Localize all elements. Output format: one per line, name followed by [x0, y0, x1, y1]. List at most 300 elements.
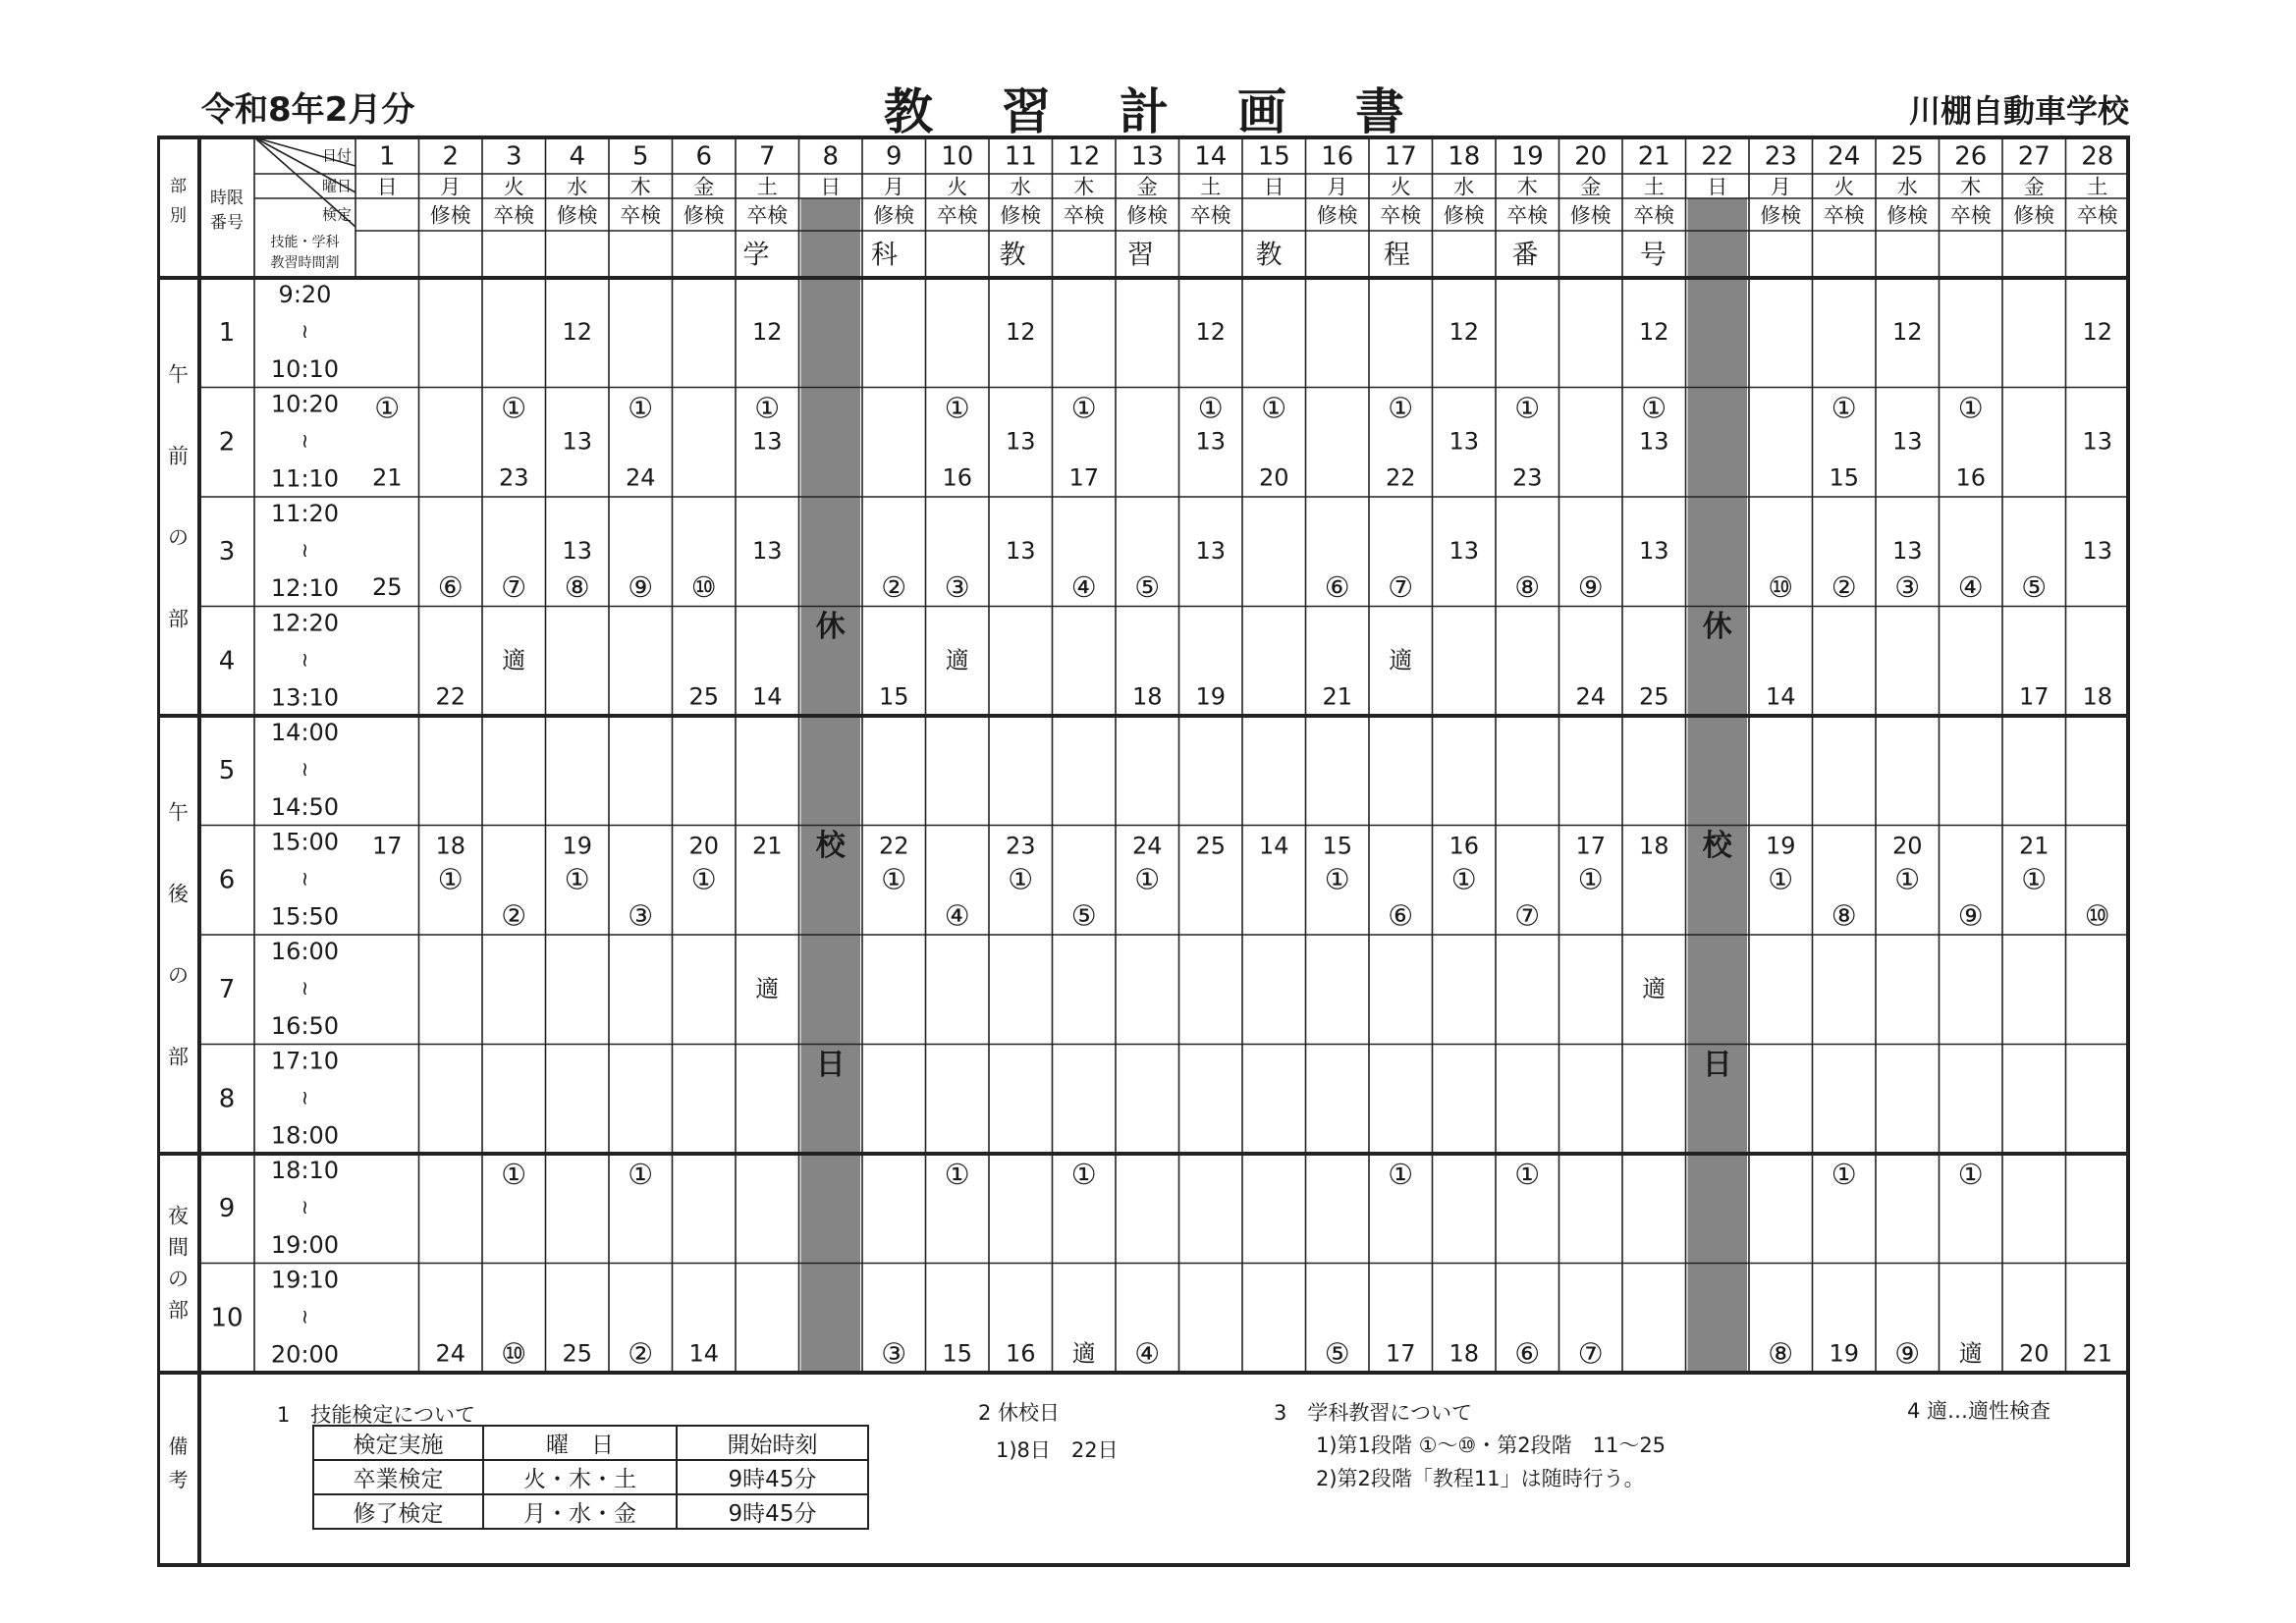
lesson-entry: 12 [1195, 318, 1227, 346]
day-number: 9 [885, 141, 902, 172]
period-end-time: 19:00 [270, 1231, 340, 1259]
day-of-week: 土 [756, 175, 778, 199]
school-name: 川棚自動車学校 [1908, 92, 2129, 130]
lesson-entry: 20 [688, 832, 720, 860]
kentei-row2-days: 月・水・金 [483, 1494, 677, 1529]
lesson-entry: 25 [371, 573, 403, 601]
period-tilde: ≀ [301, 1304, 309, 1328]
lesson-entry: 15 [878, 682, 909, 711]
banner-char: 科 [871, 240, 898, 271]
day-number: 18 [1448, 141, 1481, 172]
lesson-entry: ① [1514, 1158, 1541, 1191]
lesson-entry: ⑩ [2084, 898, 2110, 933]
remark-gakka-line1: 1)第1段階 ①～⑩・第2段階 11～25 [1316, 1434, 1667, 1457]
lesson-entry: ⑩ [1768, 570, 1794, 604]
lesson-entry: ① [690, 862, 717, 896]
period-start-time: 14:00 [270, 719, 340, 746]
period-start-time: 15:00 [270, 828, 340, 856]
corner-date-label: 日付 [321, 146, 352, 165]
lesson-entry: ① [944, 1158, 970, 1191]
lesson-entry: 13 [1449, 537, 1480, 565]
lesson-entry: 13 [751, 537, 783, 565]
lesson-entry: 14 [1258, 832, 1289, 860]
kentei-type: 卒検 [1380, 203, 1422, 228]
period-number: 7 [218, 974, 236, 1004]
lesson-entry: 20 [1891, 832, 1923, 860]
lesson-entry: ① [1894, 862, 1921, 896]
lesson-entry: 25 [1195, 832, 1227, 860]
col-num-label: 番号 [210, 213, 244, 233]
lesson-entry: 18 [1638, 832, 1669, 860]
period-start-time: 18:10 [270, 1157, 340, 1184]
lesson-entry: 21 [2018, 832, 2050, 860]
day-of-week: 土 [1200, 175, 1222, 199]
day-of-week: 木 [1073, 175, 1095, 199]
lesson-entry: 22 [878, 832, 909, 860]
holiday-char: 休 [1702, 610, 1732, 644]
day-number: 17 [1384, 141, 1417, 172]
period-start-time: 11:20 [270, 500, 340, 527]
corner-kentei-label: 検定 [321, 205, 352, 224]
lesson-entry: ① [1768, 862, 1794, 896]
banner-char: 学 [742, 240, 770, 271]
section-label: 部 [168, 1045, 189, 1069]
col-bubetsu-label: 別 [170, 206, 187, 226]
day-number: 3 [505, 141, 522, 172]
lesson-entry: 25 [688, 682, 720, 711]
lesson-entry: 25 [1638, 682, 1669, 711]
lesson-entry: ⑨ [1894, 1336, 1921, 1371]
lesson-entry: ⑧ [564, 570, 590, 604]
day-of-week: 火 [947, 175, 968, 199]
lesson-entry: 13 [1005, 537, 1036, 565]
section-label: 後 [168, 882, 189, 906]
holiday-char: 日 [815, 1048, 846, 1082]
day-number: 12 [1067, 141, 1101, 172]
lesson-entry: 19 [1765, 832, 1796, 860]
kentei-type: 卒検 [620, 203, 662, 228]
lesson-entry: 21 [2082, 1339, 2113, 1368]
period-end-time: 12:10 [270, 574, 340, 602]
lesson-entry: 22 [1385, 463, 1416, 492]
day-of-week: 木 [1516, 175, 1538, 199]
lesson-entry: 13 [1891, 537, 1923, 565]
lesson-entry: ⑥ [437, 570, 464, 604]
lesson-entry: 16 [1005, 1339, 1036, 1368]
lesson-entry: ⑩ [501, 1336, 527, 1371]
lesson-entry: ① [1261, 391, 1287, 425]
period-end-time: 10:10 [270, 355, 340, 383]
remark-gakka-line2: 2)第2段階「教程11」は随時行う。 [1316, 1467, 1645, 1490]
lesson-entry: ② [628, 1336, 654, 1371]
lesson-entry: ⑥ [1388, 898, 1414, 933]
period-tilde: ≀ [301, 866, 309, 891]
lesson-entry: 15 [942, 1339, 973, 1368]
lesson-entry: 適 [945, 646, 969, 675]
period-number: 1 [218, 317, 236, 348]
kentei-type: 修検 [683, 203, 725, 228]
lesson-entry: ⑦ [1514, 898, 1541, 933]
corner-slot-label: 教習時間割 [270, 255, 340, 271]
kentei-type: 卒検 [1189, 203, 1231, 228]
lesson-entry: ⑥ [1324, 570, 1350, 604]
remark-holiday-line: 1)8日 22日 [996, 1438, 1119, 1462]
lesson-entry: 24 [1575, 682, 1607, 711]
period-number: 6 [218, 865, 236, 895]
day-of-week: 金 [1136, 175, 1158, 199]
kentei-type: 修検 [1316, 203, 1358, 228]
day-number: 15 [1257, 141, 1290, 172]
lesson-entry: 13 [2082, 537, 2113, 565]
day-number: 16 [1321, 141, 1354, 172]
lesson-entry: 25 [562, 1339, 593, 1368]
kentei-row1-time: 9時45分 [677, 1460, 868, 1494]
lesson-entry: 24 [1131, 832, 1163, 860]
lesson-entry: 17 [2018, 682, 2050, 711]
section-label: 部 [168, 1298, 189, 1323]
lesson-entry: ⑧ [1831, 898, 1857, 933]
lesson-entry: 14 [1765, 682, 1796, 711]
day-number: 19 [1510, 141, 1544, 172]
kentei-type: 修検 [1569, 203, 1612, 228]
lesson-entry: 12 [1005, 318, 1036, 346]
section-label: 午 [168, 362, 189, 387]
day-of-week: 水 [1453, 175, 1475, 199]
lesson-entry: 16 [1449, 832, 1480, 860]
day-of-week: 土 [2087, 175, 2108, 199]
lesson-entry: ④ [1957, 570, 1984, 604]
holiday-column [1688, 198, 1748, 1373]
period-start-time: 17:10 [270, 1047, 340, 1075]
lesson-entry: 13 [751, 427, 783, 456]
lesson-entry: 19 [1829, 1339, 1860, 1368]
day-of-week: 日 [1263, 175, 1285, 199]
kentei-type: 卒検 [2076, 203, 2118, 228]
lesson-entry: ① [944, 391, 970, 425]
day-of-week: 水 [1896, 175, 1918, 199]
section-label: 間 [168, 1235, 189, 1260]
lesson-entry: ① [1388, 1158, 1414, 1191]
lesson-entry: ⑤ [1134, 570, 1161, 604]
lesson-entry: 13 [562, 427, 593, 456]
day-number: 6 [695, 141, 713, 172]
lesson-entry: ③ [1894, 570, 1921, 604]
lesson-entry: 21 [371, 463, 403, 492]
kentei-type: 卒検 [1633, 203, 1675, 228]
kentei-type: 修検 [556, 203, 598, 228]
lesson-entry: 適 [1642, 975, 1667, 1002]
remark-tekisei: 4 適…適性検査 [1907, 1399, 2051, 1423]
period-end-time: 13:10 [270, 683, 340, 712]
section-label: 前 [168, 444, 189, 468]
lesson-entry: 15 [1829, 463, 1860, 492]
lesson-entry: 13 [562, 537, 593, 565]
lesson-entry: 18 [2082, 682, 2113, 711]
day-number: 5 [631, 141, 649, 172]
kentei-type: 修検 [1443, 203, 1485, 228]
day-of-week: 金 [693, 175, 715, 199]
lesson-entry: 14 [751, 682, 783, 711]
lesson-entry: ① [1388, 391, 1414, 425]
kentei-type: 修検 [1760, 203, 1802, 228]
day-of-week: 金 [2023, 175, 2045, 199]
kentei-type: 修検 [1000, 203, 1042, 228]
kentei-type: 修検 [2013, 203, 2055, 228]
lesson-entry: ④ [944, 898, 970, 933]
kentei-type: 修検 [873, 203, 915, 228]
lesson-entry: 23 [498, 463, 529, 492]
day-number: 8 [822, 141, 840, 172]
section-label: の [168, 525, 189, 550]
remark-kentei-title: 1 技能検定について [277, 1403, 475, 1427]
period-number: 10 [210, 1303, 244, 1333]
day-number: 1 [378, 141, 396, 172]
day-of-week: 火 [1390, 175, 1411, 199]
lesson-entry: ① [1070, 391, 1097, 425]
lesson-entry: ⑧ [1768, 1336, 1794, 1371]
day-of-week: 金 [1580, 175, 1602, 199]
holiday-char: 日 [1702, 1048, 1732, 1082]
lesson-entry: ① [564, 862, 590, 896]
lesson-entry: 12 [562, 318, 593, 346]
lesson-entry: 19 [562, 832, 593, 860]
lesson-entry: ① [1641, 391, 1667, 425]
lesson-entry: ⑦ [1577, 1336, 1604, 1371]
kentei-type: 卒検 [1506, 203, 1549, 228]
col-bubetsu-label: 部 [170, 177, 187, 196]
period-start-time: 9:20 [278, 281, 332, 308]
lesson-entry: ⑨ [628, 570, 654, 604]
lesson-entry: ⑤ [1324, 1336, 1350, 1371]
day-number: 26 [1954, 141, 1988, 172]
period-start-time: 16:00 [270, 938, 340, 965]
period-end-time: 16:50 [270, 1012, 340, 1040]
section-label: の [168, 1267, 189, 1291]
lesson-entry: 19 [1195, 682, 1227, 711]
banner-char: 号 [1640, 240, 1667, 271]
lesson-entry: ⑦ [501, 570, 527, 604]
kentei-head-time: 開始時刻 [677, 1426, 868, 1460]
lesson-entry: 24 [625, 463, 656, 492]
lesson-entry: ① [1450, 862, 1477, 896]
lesson-entry: 13 [1891, 427, 1923, 456]
period-number: 2 [218, 427, 236, 458]
lesson-entry: ⑨ [1577, 570, 1604, 604]
lesson-entry: 12 [1891, 318, 1923, 346]
day-number: 24 [1828, 141, 1861, 172]
section-label: 夜 [168, 1204, 189, 1228]
lesson-entry: ① [1957, 1158, 1984, 1191]
day-number: 27 [2017, 141, 2050, 172]
lesson-entry: 21 [751, 832, 783, 860]
lesson-entry: ② [881, 570, 907, 604]
day-of-week: 火 [503, 175, 524, 199]
remark-gakka-title: 3 学科教習について [1274, 1401, 1472, 1425]
period-start-time: 19:10 [270, 1266, 340, 1294]
period-number: 3 [218, 536, 236, 567]
lesson-entry: ① [1070, 1158, 1097, 1191]
remarks-label: 考 [168, 1468, 189, 1491]
lesson-entry: ⑥ [1514, 1336, 1541, 1371]
kentei-type: 修検 [429, 203, 471, 228]
period-label: 令和8年2月分 [201, 90, 415, 130]
period-number: 4 [218, 646, 236, 676]
banner-char: 教 [1255, 240, 1283, 271]
lesson-entry: ⑩ [690, 570, 717, 604]
day-of-week: 木 [1960, 175, 1982, 199]
col-num-label: 時限 [210, 189, 244, 208]
section-label: 午 [168, 800, 189, 825]
day-of-week: 日 [820, 175, 842, 199]
kentei-type: 卒検 [493, 203, 535, 228]
lesson-entry: 12 [751, 318, 783, 346]
day-of-week: 月 [883, 175, 904, 199]
lesson-entry: 12 [1638, 318, 1669, 346]
day-number: 13 [1130, 141, 1164, 172]
lesson-entry: 13 [1005, 427, 1036, 456]
lesson-entry: 適 [502, 646, 526, 675]
holiday-char: 校 [1702, 829, 1732, 863]
banner-char: 程 [1384, 240, 1410, 271]
banner-char: 習 [1127, 240, 1154, 271]
period-number: 8 [218, 1084, 236, 1114]
lesson-entry: ⑨ [1957, 898, 1984, 933]
lesson-entry: ① [1831, 1158, 1857, 1191]
lesson-entry: 18 [1449, 1339, 1480, 1368]
period-end-time: 11:10 [270, 464, 340, 493]
day-number: 21 [1637, 141, 1670, 172]
lesson-entry: 適 [755, 975, 780, 1002]
lesson-entry: ④ [1070, 570, 1097, 604]
lesson-entry: 17 [1068, 463, 1100, 492]
lesson-entry: 21 [1322, 682, 1353, 711]
day-of-week: 月 [1327, 175, 1348, 199]
holiday-char: 校 [815, 829, 846, 863]
kentei-row2-time: 9時45分 [677, 1494, 868, 1529]
lesson-entry: ① [628, 391, 654, 425]
lesson-entry: 12 [2082, 318, 2113, 346]
kentei-type: 卒検 [1823, 203, 1865, 228]
day-number: 23 [1764, 141, 1797, 172]
period-end-time: 14:50 [270, 793, 340, 821]
period-start-time: 10:20 [270, 390, 340, 418]
day-number: 7 [758, 141, 776, 172]
lesson-entry: ① [1831, 391, 1857, 425]
day-number: 22 [1701, 141, 1734, 172]
period-tilde: ≀ [301, 428, 309, 453]
day-of-week: 火 [1833, 175, 1855, 199]
day-number: 28 [2081, 141, 2114, 172]
lesson-entry: 24 [435, 1339, 466, 1368]
lesson-entry: ② [1831, 570, 1857, 604]
period-tilde: ≀ [301, 538, 309, 562]
day-of-week: 水 [567, 175, 588, 199]
day-of-week: 木 [629, 175, 651, 199]
period-end-time: 15:50 [270, 902, 340, 931]
lesson-entry: ① [1514, 391, 1541, 425]
lesson-entry: 23 [1511, 463, 1543, 492]
lesson-entry: 14 [688, 1339, 720, 1368]
banner-char: 番 [1511, 240, 1539, 271]
lesson-entry: ① [754, 391, 781, 425]
period-number: 9 [218, 1193, 236, 1223]
lesson-entry: 16 [1955, 463, 1987, 492]
kentei-type: 卒検 [1063, 203, 1105, 228]
kentei-row1-name: 卒業検定 [313, 1460, 483, 1494]
corner-slot-label: 技能・学科 [270, 235, 340, 250]
section-label: 部 [168, 607, 189, 631]
day-number: 11 [1004, 141, 1037, 172]
lesson-entry: 20 [2018, 1339, 2050, 1368]
lesson-entry: 13 [2082, 427, 2113, 456]
lesson-entry: 20 [1258, 463, 1289, 492]
lesson-entry: ① [628, 1158, 654, 1191]
lesson-entry: ① [374, 391, 401, 425]
lesson-entry: 13 [1195, 537, 1227, 565]
lesson-entry: ② [501, 898, 527, 933]
lesson-entry: 適 [1958, 1339, 1983, 1368]
holiday-char: 休 [815, 610, 846, 644]
lesson-entry: 12 [1449, 318, 1480, 346]
lesson-entry: ① [1134, 862, 1161, 896]
kentei-type: 卒検 [1949, 203, 1992, 228]
day-of-week: 日 [1707, 175, 1728, 199]
lesson-entry: ① [437, 862, 464, 896]
lesson-entry: ③ [881, 1336, 907, 1371]
lesson-entry: ⑦ [1388, 570, 1414, 604]
day-of-week: 水 [1010, 175, 1031, 199]
lesson-entry: 18 [1131, 682, 1163, 711]
period-tilde: ≀ [301, 1195, 309, 1218]
kentei-head-youbi: 曜 日 [483, 1426, 677, 1460]
lesson-entry: ① [501, 391, 527, 425]
lesson-entry: ① [1324, 862, 1350, 896]
lesson-entry: ① [1008, 862, 1034, 896]
kentei-type: 卒検 [746, 203, 789, 228]
day-number: 10 [941, 141, 974, 172]
kentei-row2-name: 修了検定 [313, 1494, 483, 1529]
lesson-entry: ① [2021, 862, 2048, 896]
lesson-entry: ① [1577, 862, 1604, 896]
day-number: 14 [1194, 141, 1228, 172]
lesson-entry: ⑤ [2021, 570, 2048, 604]
lesson-entry: 適 [1389, 646, 1413, 675]
lesson-entry: ① [501, 1158, 527, 1191]
corner-dow-label: 曜日 [321, 177, 352, 195]
remark-holiday-title: 2 休校日 [978, 1401, 1061, 1425]
holiday-column [801, 198, 861, 1373]
period-tilde: ≀ [301, 647, 309, 672]
lesson-entry: 18 [435, 832, 466, 860]
period-tilde: ≀ [301, 319, 309, 343]
section-label: の [168, 963, 189, 988]
remark-kentei-table [312, 1425, 869, 1530]
lesson-entry: 23 [1005, 832, 1036, 860]
document-title: 教習計画書 [884, 83, 1473, 140]
period-tilde: ≀ [301, 1085, 309, 1109]
lesson-entry: 17 [1575, 832, 1607, 860]
lesson-entry: 15 [1322, 832, 1353, 860]
lesson-entry: ③ [944, 570, 970, 604]
lesson-entry: ① [881, 862, 907, 896]
lesson-entry: 適 [1071, 1339, 1096, 1368]
day-number: 20 [1574, 141, 1608, 172]
lesson-entry: 22 [435, 682, 466, 711]
lesson-entry: ③ [628, 898, 654, 933]
day-of-week: 月 [440, 175, 462, 199]
lesson-entry: ④ [1134, 1336, 1161, 1371]
lesson-entry: ① [1197, 391, 1224, 425]
